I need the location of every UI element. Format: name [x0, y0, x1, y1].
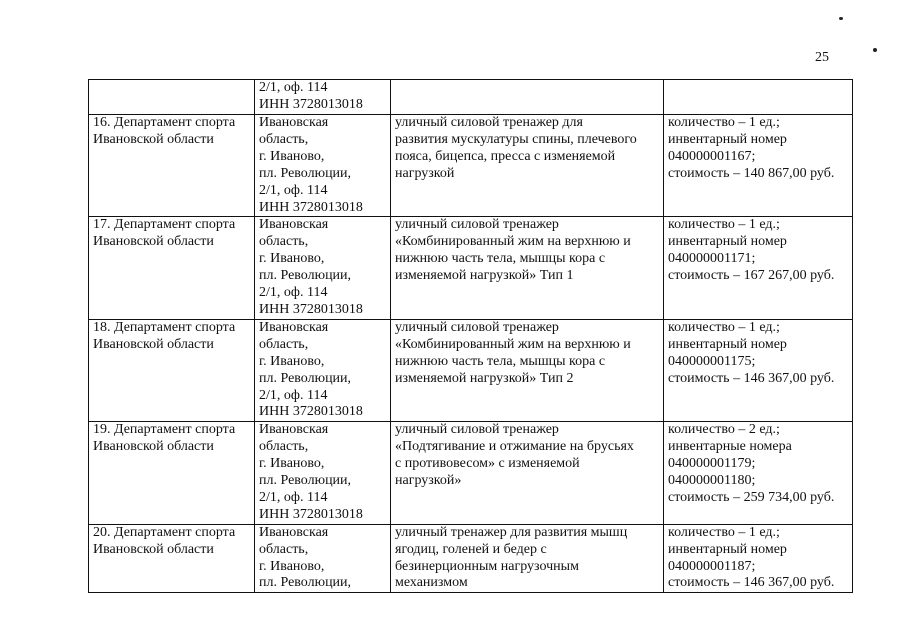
item-line: механизмом	[395, 575, 468, 591]
table-row	[89, 422, 853, 524]
details-cell	[664, 524, 853, 593]
details-line: инвентарный номер	[668, 131, 787, 147]
details-line: 040000001180;	[668, 473, 756, 489]
address-line: г. Иваново,	[259, 456, 325, 472]
item-line: изменяемой нагрузкой» Тип 2	[395, 370, 574, 386]
address-cell	[255, 524, 391, 593]
item-line: безинерционным нагрузочным	[395, 558, 579, 574]
address-line: 2/1, оф. 114	[259, 80, 328, 95]
item-line: уличный силовой тренажер	[395, 319, 559, 335]
org-cell	[89, 80, 255, 115]
address-line: пл. Революции,	[259, 165, 352, 181]
org-line: 16. Департамент спорта	[93, 115, 236, 130]
details-line: количество – 1 ед.;	[668, 524, 780, 540]
address-line: 2/1, оф. 114	[259, 387, 328, 403]
address-cell	[255, 319, 391, 421]
org-line: Ивановской области	[93, 439, 214, 455]
details-line: инвентарный номер	[668, 541, 787, 557]
address-line: Ивановская	[259, 524, 329, 540]
org-line: 17. Департамент спорта	[93, 217, 236, 233]
address-line: область,	[259, 131, 309, 147]
details-line: инвентарные номера	[668, 439, 792, 455]
details-line: количество – 2 ед.;	[668, 422, 780, 438]
table-row	[89, 524, 853, 593]
address-line: область,	[259, 541, 309, 557]
table-row	[89, 319, 853, 421]
address-line: 2/1, оф. 114	[259, 489, 328, 505]
org-line: 18. Департамент спорта	[93, 319, 236, 335]
item-line: нагрузкой»	[395, 473, 462, 489]
item-line: «Комбинированный жим на верхнюю и	[395, 234, 631, 250]
address-line: Ивановская	[259, 115, 329, 130]
org-line: Ивановской области	[93, 336, 214, 352]
details-line: количество – 1 ед.;	[668, 217, 780, 233]
address-line: ИНН 3728013018	[259, 404, 363, 420]
item-cell	[391, 217, 664, 319]
details-cell	[664, 217, 853, 319]
details-line: 040000001171;	[668, 251, 756, 267]
address-line: пл. Революции,	[259, 268, 352, 284]
item-cell	[391, 80, 664, 115]
item-line: нижнюю часть тела, мышцы кора с	[395, 251, 606, 267]
address-line: Ивановская	[259, 319, 329, 335]
details-cell	[664, 422, 853, 524]
org-cell	[89, 422, 255, 524]
item-line: с противовесом» с изменяемой	[395, 456, 580, 472]
details-cell	[664, 80, 853, 115]
item-cell	[391, 319, 664, 421]
org-line: Ивановской области	[93, 234, 214, 250]
details-line: стоимость – 146 367,00 руб.	[668, 370, 835, 386]
details-line: 040000001175;	[668, 353, 756, 369]
details-line: количество – 1 ед.;	[668, 319, 780, 335]
item-line: «Подтягивание и отжимание на брусьях	[395, 439, 634, 455]
item-line: уличный тренажер для развития мышц	[395, 524, 628, 540]
details-line: инвентарный номер	[668, 234, 787, 250]
details-line: стоимость – 259 734,00 руб.	[668, 489, 835, 505]
address-cell	[255, 115, 391, 217]
address-line: г. Иваново,	[259, 353, 325, 369]
address-line: ИНН 3728013018	[259, 301, 363, 317]
address-line: пл. Революции,	[259, 575, 352, 591]
table-row	[89, 115, 853, 217]
address-line: Ивановская	[259, 422, 329, 438]
details-line: стоимость – 167 267,00 руб.	[668, 268, 835, 284]
address-line: область,	[259, 234, 309, 250]
org-line: 19. Департамент спорта	[93, 422, 236, 438]
item-line: развития мускулатуры спины, плечевого	[395, 131, 637, 147]
address-line: г. Иваново,	[259, 558, 325, 574]
address-cell	[255, 422, 391, 524]
org-cell	[89, 524, 255, 593]
address-line: область,	[259, 439, 309, 455]
item-line: уличный силовой тренажер	[395, 217, 559, 233]
details-line: 040000001187;	[668, 558, 756, 574]
details-line: количество – 1 ед.;	[668, 115, 780, 130]
property-registry-table	[88, 79, 853, 593]
table-row-continued	[89, 80, 853, 115]
details-cell	[664, 115, 853, 217]
org-cell	[89, 115, 255, 217]
address-line: Ивановская	[259, 217, 329, 233]
item-line: нижнюю часть тела, мышцы кора с	[395, 353, 606, 369]
address-line: область,	[259, 336, 309, 352]
details-line: 040000001179;	[668, 456, 756, 472]
address-line: 2/1, оф. 114	[259, 182, 328, 198]
details-line: 040000001167;	[668, 148, 756, 164]
item-line: уличный силовой тренажер для	[395, 115, 583, 130]
details-line: стоимость – 146 367,00 руб.	[668, 575, 835, 591]
details-cell	[664, 319, 853, 421]
table-row	[89, 217, 853, 319]
address-line: ИНН 3728013018	[259, 199, 363, 215]
item-line: нагрузкой	[395, 165, 455, 181]
item-cell	[391, 115, 664, 217]
scan-speck	[839, 17, 843, 20]
org-cell	[89, 217, 255, 319]
item-line: «Комбинированный жим на верхнюю и	[395, 336, 631, 352]
item-line: уличный силовой тренажер	[395, 422, 559, 438]
org-line: Ивановской области	[93, 131, 214, 147]
org-line: Ивановской области	[93, 541, 214, 557]
address-line: 2/1, оф. 114	[259, 285, 328, 301]
item-cell	[391, 524, 664, 593]
details-line: инвентарный номер	[668, 336, 787, 352]
address-cell	[255, 80, 391, 115]
address-line: ИНН 3728013018	[259, 96, 363, 112]
item-line: пояса, бицепса, пресса с изменяемой	[395, 148, 616, 164]
org-line: 20. Департамент спорта	[93, 524, 236, 540]
address-line: пл. Революции,	[259, 473, 352, 489]
item-line: ягодиц, голеней и бедер с	[395, 541, 547, 557]
address-line: г. Иваново,	[259, 148, 325, 164]
scan-speck	[873, 48, 877, 52]
address-cell	[255, 217, 391, 319]
address-line: г. Иваново,	[259, 251, 325, 267]
org-cell	[89, 319, 255, 421]
item-cell	[391, 422, 664, 524]
address-line: ИНН 3728013018	[259, 506, 363, 522]
page-number: 25	[815, 50, 829, 65]
details-line: стоимость – 140 867,00 руб.	[668, 165, 835, 181]
address-line: пл. Революции,	[259, 370, 352, 386]
item-line: изменяемой нагрузкой» Тип 1	[395, 268, 574, 284]
